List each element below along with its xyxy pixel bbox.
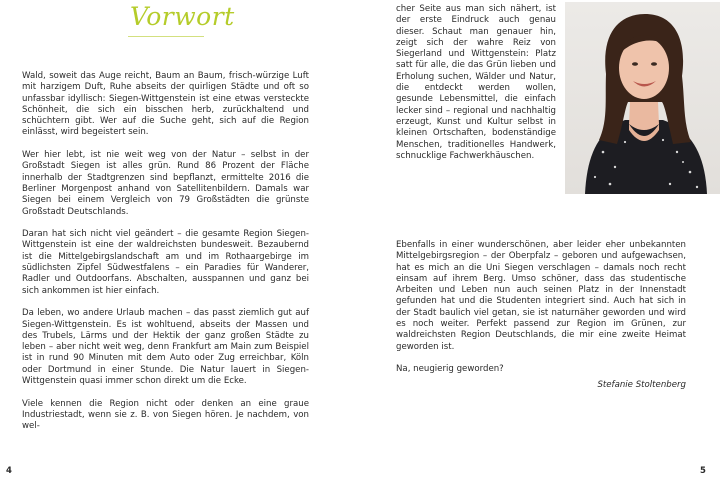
author-portrait-photo bbox=[565, 2, 720, 194]
right-top-text-column bbox=[396, 4, 556, 162]
author-signature: Stefanie Stoltenberg bbox=[597, 380, 686, 390]
page-number-left: 4 bbox=[6, 466, 12, 476]
portrait-illustration bbox=[565, 2, 720, 194]
page-number-right: 5 bbox=[700, 466, 706, 476]
left-text-column bbox=[22, 71, 309, 444]
left-eye bbox=[632, 62, 638, 66]
paragraph: Wald, soweit das Auge reicht, Baum an Baum, frisch-würzige Luft mit harzigem Duft, Ruhe abseits der quirligen Städte und oft so unfassbar idyllisch: Siegen-Wittgenstein ist eine etwas versteckte Schönheit, die sich ein bisschen herb, zurückhaltend und schüchtern gibt. Wer auf die Suche geht, sich auf die Region einlässt, wird begeistert sein. bbox=[22, 71, 309, 138]
paragraph: Na, neugierig geworden? bbox=[396, 364, 504, 375]
right-eye bbox=[651, 62, 657, 66]
page-title: Vorwort bbox=[130, 2, 235, 31]
paragraph: Da leben, wo andere Urlaub machen – das passt ziemlich gut auf Siegen-Wittgenstein. Es ist wohltuend, abseits der Massen und des Trubels, Lärms und der Hektik der ganz großen Städte zu leben – aber nicht weit weg, denn Frankfurt am Main zum Beispiel ist in rund 90 Minuten mit dem Auto oder Zug erreichbar, Köln oder Dortmund in einer Stunde. Die Natur lauert in Siegen-Wittgenstein quasi immer schon direkt um die Ecke. bbox=[22, 308, 309, 387]
paragraph: Wer hier lebt, ist nie weit weg von der Natur – selbst in der Großstadt Siegen ist alles grün. Rund 86 Prozent der Fläche innerhalb der Stadtgrenzen sind bepflanzt, ermittelte 2016 die Berliner Morgenpost anhand von Satellitenbildern. Damals war Siegen bei einem Vergleich von 79 Großstädten die grünste Großstadt Deutschlands. bbox=[22, 150, 309, 217]
paragraph: Ebenfalls in einer wunderschönen, aber leider eher unbekannten Mittelgebirgsregion – der Oberpfalz – geboren und aufgewachsen, hat es mich an die Uni Siegen verschlagen – damals noch recht einsam auf ihrem Berg. Umso schöner, dass das studentische Arbeiten und Leben nun auch seinen Platz in der Innenstadt gefunden hat und die Studenten integriert sind. Auch hat sich in der Stadt baulich viel getan, sie ist naturnäher geworden und wird es noch weiter. Perfekt passend zur Region im Grünen, zur waldreichsten Region Deutschlands, die mir eine zweite Heimat geworden ist. bbox=[396, 240, 686, 352]
paragraph: Viele kennen die Region nicht oder denken an eine graue Industriestadt, wenn sie z. B. von Siegen hören. Je nachdem, von wel- bbox=[22, 398, 309, 432]
paragraph: cher Seite aus man sich nähert, ist der erste Eindruck auch genau dieser. Schaut man genauer hin, zeigt sich der wahre Reiz von Siegerland und Wittgenstein: Platz satt für alle, die das Grün lieben und Erholung suchen, Wälder und Natur, die entdeckt werden wollen, gesunde Lebensmittel, die einfach lecker sind – regional und nachhaltig erzeugt, Kunst und Kultur selbst in kleinen Ortschaften, bodenständige Menschen, traditionelles Handwerk, schnucklige Fachwerkhäuschen. bbox=[396, 4, 556, 161]
title-underline bbox=[128, 36, 204, 37]
paragraph: Daran hat sich nicht viel geändert – die gesamte Region Siegen-Wittgenstein ist eine der waldreichsten bundesweit. Bezaubernd ist die Mittelgebirgslandschaft am und im Rothaargebirge im südlichsten Zipfel Südwestfalens – ein Paradies für Wanderer, Radler und Outdoorfans. Abschalten, ausspannen und ganz bei sich ankommen ist hier einfach. bbox=[22, 229, 309, 296]
neck-shape bbox=[629, 102, 659, 130]
right-text-column bbox=[396, 240, 686, 387]
